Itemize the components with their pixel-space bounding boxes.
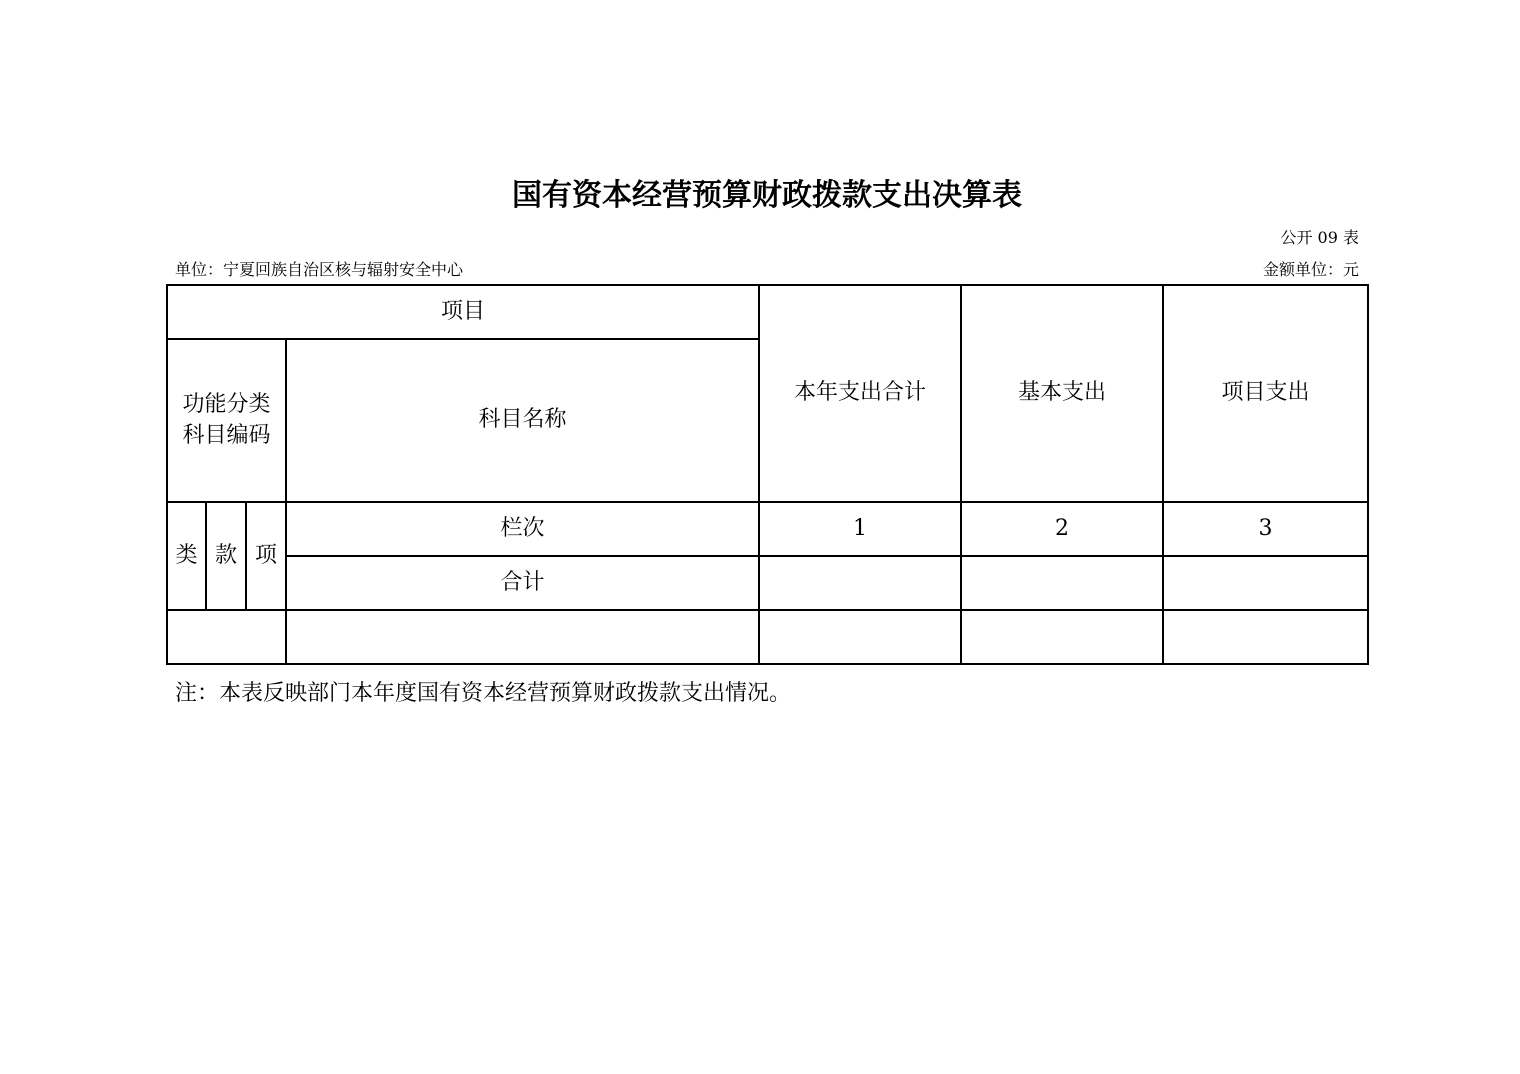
money-unit-label: 金额单位：元 — [1262, 260, 1359, 279]
empty-value-2 — [961, 610, 1163, 664]
header-row-1 — [167, 285, 1368, 339]
kuan-cell: 款 — [206, 502, 246, 610]
func-code-line2: 科目编码 — [182, 422, 271, 448]
header-col-total: 本年支出合计 — [759, 285, 961, 502]
total-value-2 — [961, 556, 1163, 610]
empty-row — [167, 610, 1368, 664]
lei-cell: 类 — [167, 502, 206, 610]
lanci-num-2: 2 — [961, 502, 1163, 556]
lanci-row — [167, 502, 1368, 556]
total-row — [167, 556, 1368, 610]
lanci-num-1: 1 — [759, 502, 961, 556]
empty-value-3 — [1163, 610, 1368, 664]
lanci-cell: 栏次 — [286, 502, 759, 556]
total-value-1 — [759, 556, 961, 610]
empty-value-1 — [759, 610, 961, 664]
func-code-cell — [167, 339, 286, 502]
header-item-cell: 项目 — [167, 285, 759, 339]
empty-name-cell — [286, 610, 759, 664]
form-number: 公开 09 表 — [1280, 228, 1359, 247]
func-code-line1: 功能分类 — [182, 391, 271, 417]
expenditure-table — [166, 284, 1369, 665]
empty-code-cell — [167, 610, 286, 664]
table-note: 注：本表反映部门本年度国有资本经营预算财政拨款支出情况。 — [175, 681, 792, 706]
xiang-cell: 项 — [246, 502, 286, 610]
total-value-3 — [1163, 556, 1368, 610]
page-title: 国有资本经营预算财政拨款支出决算表 — [512, 178, 1022, 213]
subject-name-cell: 科目名称 — [286, 339, 759, 502]
unit-label: 单位：宁夏回族自治区核与辐射安全中心 — [175, 260, 464, 279]
lanci-num-3: 3 — [1163, 502, 1368, 556]
header-col-project: 项目支出 — [1163, 285, 1368, 502]
header-col-basic: 基本支出 — [961, 285, 1163, 502]
total-label-cell: 合计 — [286, 556, 759, 610]
